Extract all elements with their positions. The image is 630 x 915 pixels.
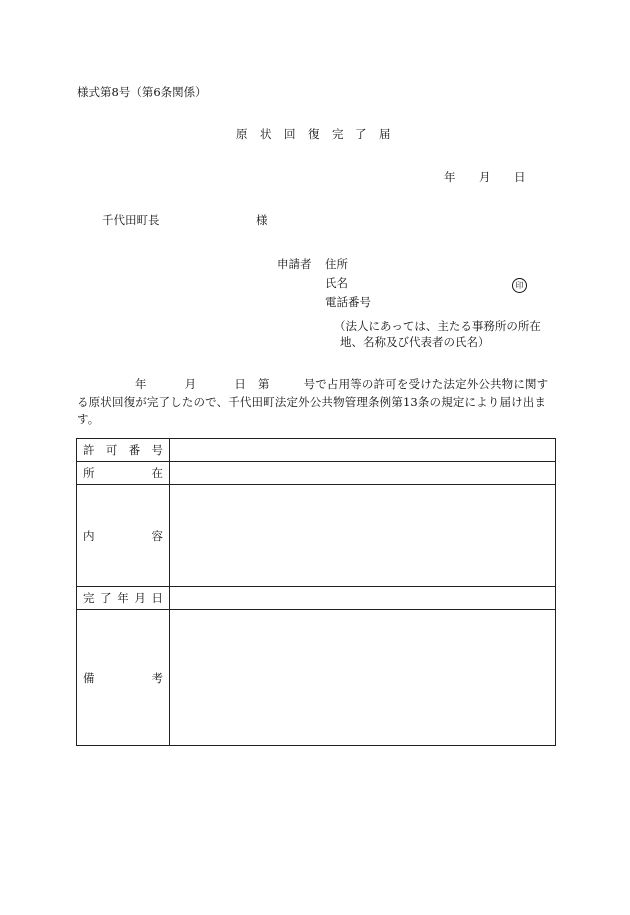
title-char: 回 [284,127,296,141]
body-line [77,376,559,394]
label-char: 許 [83,443,95,457]
label-char: 所 [83,466,95,480]
corporate-note [334,318,541,350]
body-line1-rest: 号で占用等の許可を受けた法定外公共物に関す [303,377,549,391]
notification-table [76,438,556,746]
label-char: 完 [83,591,95,605]
applicant-label: 申請者 [277,257,312,271]
address-label: 住所 [325,257,348,271]
addressee-honorific: 様 [256,213,268,227]
body-dai: 第 [257,377,270,391]
body-year: 年 [135,377,147,391]
label-char: 備 [83,670,95,685]
content-label [77,485,170,587]
label-char: 在 [151,466,163,480]
body-line: す。 [77,412,100,426]
corporate-note-line: 地、名称及び代表者の氏名） [340,335,490,349]
label-char: 可 [105,443,118,457]
title-char: 完 [332,127,344,141]
date-day: 日 [514,170,526,184]
name-label: 氏名 [325,276,348,290]
label-char: 日 [151,591,163,605]
title-char: 了 [355,127,367,141]
title-char: 届 [379,127,391,141]
body-day: 日 [234,377,246,391]
body-month: 月 [184,377,197,391]
label-char: 考 [151,670,163,685]
date-month: 月 [479,170,491,184]
completion-date-field[interactable] [170,587,556,610]
remarks-label [77,610,170,746]
label-char: 月 [134,591,146,605]
label-char: 年 [117,591,129,605]
table-row [77,439,556,462]
date-year: 年 [444,170,456,184]
title-char: 状 [260,127,272,141]
table-row [77,462,556,485]
label-char: 号 [151,443,163,457]
permit-number-field[interactable] [170,439,556,462]
body-paragraph [77,376,559,429]
permit-number-label [77,439,170,462]
remarks-field[interactable] [170,610,556,746]
table-row [77,610,556,746]
label-char: 容 [151,528,163,543]
title-char: 原 [236,127,248,141]
addressee-mayor: 千代田町長 [102,213,160,227]
title-char: 復 [308,127,320,141]
phone-label: 電話番号 [325,295,371,309]
form-number: 様式第8号（第6条関係） [77,85,207,99]
body-line: る原状回復が完了したので、千代田町法定外公共物管理条例第13条の規定により届け出ま [77,394,547,409]
label-char: 番 [128,443,141,457]
label-char: 内 [83,528,95,543]
corporate-note-line: （法人にあっては、主たる事務所の所在 [334,319,541,333]
location-label [77,462,170,485]
table-row [77,587,556,610]
completion-date-label [77,587,170,610]
location-field[interactable] [170,462,556,485]
label-char: 了 [100,591,112,605]
seal-icon: 印 [512,278,527,293]
content-field[interactable] [170,485,556,587]
table-row [77,485,556,587]
